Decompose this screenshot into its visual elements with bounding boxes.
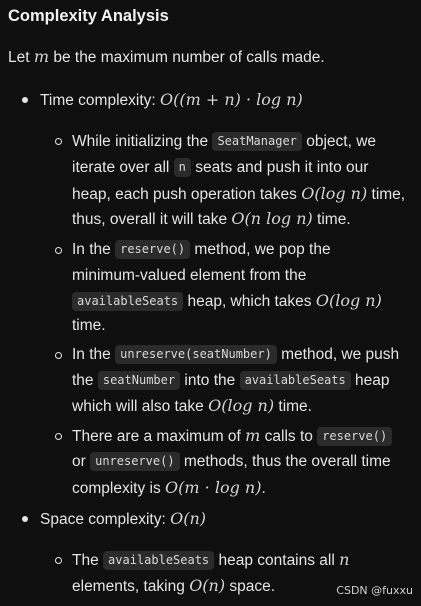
code-reserve: reserve() <box>317 427 392 446</box>
intro-text: Let <box>8 49 34 66</box>
time-item-2-line-2: minimum-valued element from the <box>72 267 307 284</box>
time-item-3-line-3: which will also take O(log n) time. <box>72 396 312 415</box>
time-item-1-line-2: iterate over all n seats and push it into our <box>72 159 369 176</box>
code-unreserve-seatnumber: unreserve(seatNumber) <box>115 345 277 364</box>
math-o-n-log-n: O(n log n) <box>231 209 313 228</box>
math-o-m-log-n: O(m · log n) <box>165 478 262 497</box>
time-complexity-item <box>40 90 303 111</box>
space-complexity-item <box>40 509 206 530</box>
code-availableseats: availableSeats <box>72 292 183 311</box>
code-reserve: reserve() <box>115 240 190 259</box>
code-seatmanager: SeatManager <box>212 132 301 151</box>
time-item-4-line-2: or unreserve() methods, thus the overall time <box>72 453 391 470</box>
bullet-circle-icon <box>55 557 62 564</box>
bullet-circle-icon <box>55 352 62 359</box>
space-item-line-2: elements, taking O(n) space. <box>72 576 276 595</box>
time-item-1-line-3: heap, each push operation takes O(log n) time, <box>72 184 406 203</box>
code-availableseats: availableSeats <box>103 551 214 570</box>
time-complexity-label: Time complexity: <box>40 92 161 109</box>
time-item-1-line-1: While initializing the SeatManager object, we <box>72 133 377 150</box>
code-unreserve: unreserve() <box>90 452 179 471</box>
bullet-circle-icon <box>55 433 62 440</box>
math-o-log-n: O(log n) <box>301 184 368 203</box>
time-item-3-line-2: the seatNumber into the availableSeats heap <box>72 372 390 389</box>
time-item-2-line-1: In the reserve() method, we pop the <box>72 241 331 258</box>
intro-text: be the maximum number of calls made. <box>49 49 325 66</box>
time-item-2-line-4: time. <box>72 317 106 334</box>
time-complexity-formula: O((m + n) · log n) <box>160 90 303 109</box>
bullet-disc-icon <box>22 516 28 522</box>
space-complexity-formula: O(n) <box>170 509 206 528</box>
time-item-1-line-4: thus, overall it will take O(n log n) time. <box>72 209 351 228</box>
space-complexity-label: Space complexity: <box>40 511 171 528</box>
time-item-3-line-1: In the unreserve(seatNumber) method, we push <box>72 346 400 363</box>
bullet-circle-icon <box>55 138 62 145</box>
time-item-4-line-1: There are a maximum of m calls to reserve() <box>72 426 392 447</box>
intro-paragraph <box>8 47 325 68</box>
bullet-disc-icon <box>22 97 28 103</box>
space-item-line-1: The availableSeats heap contains all n <box>72 550 350 569</box>
bullet-circle-icon <box>55 247 62 254</box>
time-item-4-line-3: complexity is O(m · log n). <box>72 478 266 497</box>
code-n: n <box>174 158 191 177</box>
section-title: Complexity Analysis <box>8 7 169 25</box>
math-o-log-n: O(log n) <box>315 291 382 310</box>
code-availableseats: availableSeats <box>240 371 351 390</box>
math-o-log-n: O(log n) <box>208 396 275 415</box>
code-seatnumber: seatNumber <box>98 371 180 390</box>
math-o-n: O(n) <box>189 576 226 595</box>
math-m: m <box>33 47 50 66</box>
math-n: n <box>339 550 350 569</box>
time-item-2-line-3: availableSeats heap, which takes O(log n) <box>72 291 382 312</box>
math-m: m <box>245 426 261 445</box>
watermark: CSDN @fuxxu <box>336 584 413 597</box>
